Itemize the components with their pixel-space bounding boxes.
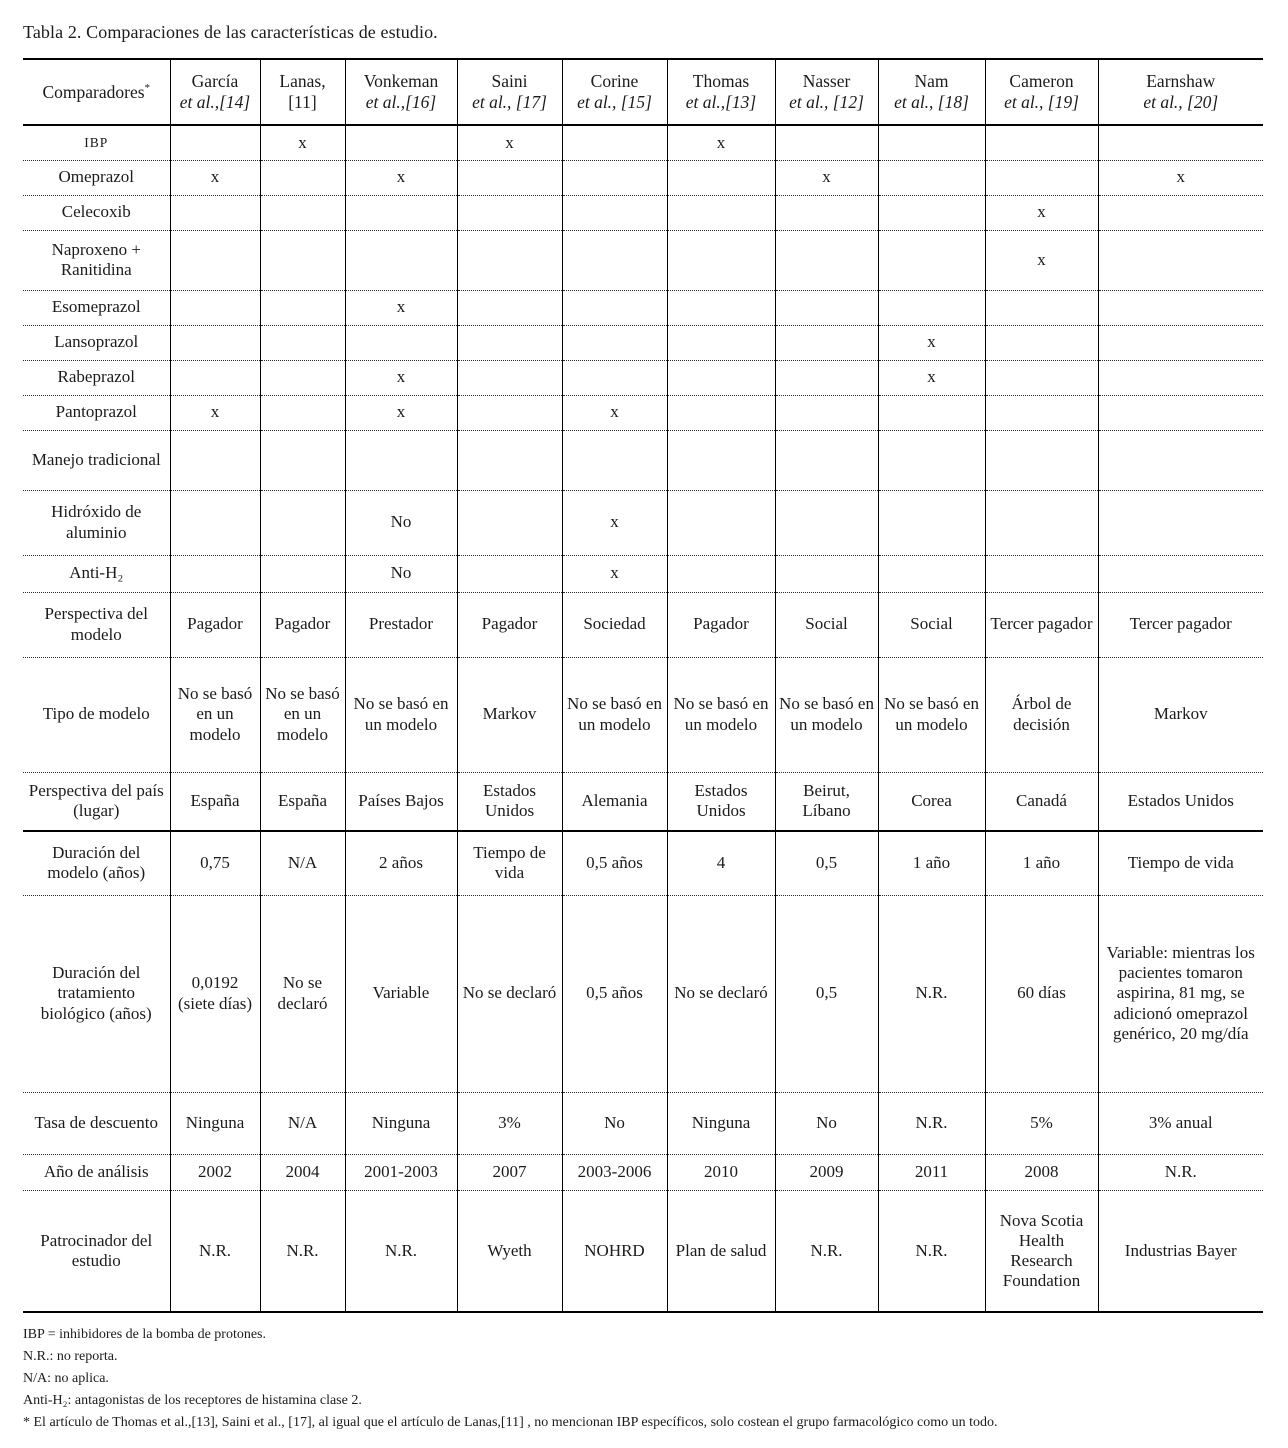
table-row	[23, 657, 1263, 772]
table-cell: Estados Unidos	[1098, 772, 1263, 831]
row-label: Rabeprazol	[23, 360, 170, 395]
table-cell	[260, 490, 345, 555]
table-cell	[985, 325, 1098, 360]
table-cell	[562, 325, 667, 360]
column-header: Saini et al., [17]	[457, 59, 562, 125]
comparison-table	[23, 58, 1263, 1313]
table-cell: No se basó en un modelo	[775, 657, 878, 772]
table-cell	[775, 325, 878, 360]
table-cell	[457, 325, 562, 360]
table-cell: x	[260, 125, 345, 160]
table-cell: 2010	[667, 1154, 775, 1190]
table-cell: No se basó en un modelo	[878, 657, 985, 772]
row-label: Duración del tratamiento biológico (años)	[23, 895, 170, 1092]
table-cell: x	[345, 290, 457, 325]
table-cell	[775, 555, 878, 592]
table-cell	[985, 430, 1098, 490]
table-cell: x	[985, 195, 1098, 230]
table-cell	[260, 290, 345, 325]
table-cell: No	[345, 490, 457, 555]
table-cell	[345, 195, 457, 230]
table-cell	[562, 160, 667, 195]
row-label: Anti-H₂	[23, 555, 170, 592]
table-cell	[985, 360, 1098, 395]
table-cell	[170, 325, 260, 360]
row-label: Perspectiva del modelo	[23, 592, 170, 657]
table-cell	[260, 160, 345, 195]
table-cell: Pagador	[170, 592, 260, 657]
table-cell	[260, 230, 345, 290]
table-cell: x	[170, 395, 260, 430]
table-cell	[878, 395, 985, 430]
table-cell	[667, 195, 775, 230]
table-cell	[170, 195, 260, 230]
table-cell	[775, 490, 878, 555]
table-cell	[345, 325, 457, 360]
table-cell: 0,5	[775, 895, 878, 1092]
table-cell: Beirut, Líbano	[775, 772, 878, 831]
table-cell: Pagador	[457, 592, 562, 657]
row-label: Patrocinador del estudio	[23, 1190, 170, 1312]
table-cell	[260, 430, 345, 490]
table-cell	[170, 290, 260, 325]
table-row	[23, 831, 1263, 895]
table-cell: 2 años	[345, 831, 457, 895]
table-cell: No se declaró	[457, 895, 562, 1092]
table-cell: x	[562, 490, 667, 555]
table-cell: Árbol de decisión	[985, 657, 1098, 772]
table-cell: x	[345, 395, 457, 430]
table-cell: x	[562, 395, 667, 430]
table-cell: Estados Unidos	[457, 772, 562, 831]
row-label: Año de análisis	[23, 1154, 170, 1190]
table-row	[23, 230, 1263, 290]
table-cell	[985, 290, 1098, 325]
row-label: Duración del modelo (años)	[23, 831, 170, 895]
table-cell: Ninguna	[667, 1092, 775, 1154]
footnote: Anti-H₂: antagonistas de los receptores de histamina clase 2.	[23, 1393, 362, 1408]
header-row	[23, 59, 1263, 125]
table-cell: Tiempo de vida	[457, 831, 562, 895]
table-cell	[878, 125, 985, 160]
table-cell: 4	[667, 831, 775, 895]
row-label: Naproxeno + Ranitidina	[23, 230, 170, 290]
table-cell: Variable: mientras los pacientes tomaron aspirina, 81 mg, se adicionó omeprazol genérico, 20 mg/día	[1098, 895, 1263, 1092]
column-header: Thomas et al.,[13]	[667, 59, 775, 125]
table-cell	[775, 395, 878, 430]
table-cell	[562, 195, 667, 230]
table-cell: 1 año	[878, 831, 985, 895]
table-cell	[457, 360, 562, 395]
table-cell: N.R.	[775, 1190, 878, 1312]
table-cell: No se declaró	[667, 895, 775, 1092]
table-cell	[667, 160, 775, 195]
table-cell: 0,0192 (siete días)	[170, 895, 260, 1092]
footnote: IBP = inhibidores de la bomba de protones.	[23, 1327, 267, 1342]
footnote: N/A: no aplica.	[23, 1371, 109, 1386]
table-cell	[345, 125, 457, 160]
table-cell: Canadá	[985, 772, 1098, 831]
table-cell	[170, 490, 260, 555]
table-cell: x	[775, 160, 878, 195]
table-cell: España	[170, 772, 260, 831]
table-cell	[562, 125, 667, 160]
table-cell	[457, 490, 562, 555]
table-cell: 0,5 años	[562, 895, 667, 1092]
table-cell	[457, 430, 562, 490]
table-cell: x	[457, 125, 562, 160]
table-cell: N/A	[260, 1092, 345, 1154]
table-cell	[878, 230, 985, 290]
table-cell	[457, 555, 562, 592]
table-cell: Markov	[457, 657, 562, 772]
table-cell: N.R.	[260, 1190, 345, 1312]
row-label: Pantoprazol	[23, 395, 170, 430]
table-cell: España	[260, 772, 345, 831]
table-cell: 0,5 años	[562, 831, 667, 895]
table-cell: No se basó en un modelo	[345, 657, 457, 772]
row-label: Tasa de descuento	[23, 1092, 170, 1154]
table-cell	[667, 555, 775, 592]
table-cell: Industrias Bayer	[1098, 1190, 1263, 1312]
table-cell	[170, 125, 260, 160]
column-header: García et al.,[14]	[170, 59, 260, 125]
table-cell	[1098, 125, 1263, 160]
table-cell: 5%	[985, 1092, 1098, 1154]
table-cell: 2008	[985, 1154, 1098, 1190]
table-row	[23, 395, 1263, 430]
table-cell: 2009	[775, 1154, 878, 1190]
table-cell	[878, 160, 985, 195]
table-cell: N.R.	[345, 1190, 457, 1312]
table-cell	[457, 195, 562, 230]
footnotes-block	[23, 1324, 1263, 1434]
table-cell	[775, 230, 878, 290]
table-cell	[457, 160, 562, 195]
table-cell: Tercer pagador	[1098, 592, 1263, 657]
table-cell	[985, 125, 1098, 160]
table-cell	[1098, 325, 1263, 360]
table-cell: Tiempo de vida	[1098, 831, 1263, 895]
table-cell	[260, 360, 345, 395]
table-cell	[667, 290, 775, 325]
table-cell: Markov	[1098, 657, 1263, 772]
table-cell: Plan de salud	[667, 1190, 775, 1312]
column-header: Lanas, [11]	[260, 59, 345, 125]
table-cell: No se basó en un modelo	[170, 657, 260, 772]
footnote: * El artículo de Thomas et al.,[13], Saini et al., [17], al igual que el artículo de Lanas,[11] , no mencionan IBP específicos, solo costean el grupo farmacológico como un todo.	[23, 1415, 998, 1430]
table-cell: x	[985, 230, 1098, 290]
table-cell	[562, 230, 667, 290]
table-cell: 0,75	[170, 831, 260, 895]
table-cell: Social	[775, 592, 878, 657]
table-cell: Países Bajos	[345, 772, 457, 831]
table-cell: 2003-2006	[562, 1154, 667, 1190]
table-cell: 2001-2003	[345, 1154, 457, 1190]
table-cell	[775, 360, 878, 395]
table-cell: Social	[878, 592, 985, 657]
table-cell: 3%	[457, 1092, 562, 1154]
table-cell	[667, 430, 775, 490]
table-cell: Pagador	[667, 592, 775, 657]
table-cell: x	[878, 325, 985, 360]
table-cell: Prestador	[345, 592, 457, 657]
table-cell	[878, 430, 985, 490]
row-label: Perspectiva del país (lugar)	[23, 772, 170, 831]
table-cell	[985, 395, 1098, 430]
column-header: Corine et al., [15]	[562, 59, 667, 125]
table-cell	[260, 555, 345, 592]
table-cell: 3% anual	[1098, 1092, 1263, 1154]
table-cell: N.R.	[878, 895, 985, 1092]
table-cell: 60 días	[985, 895, 1098, 1092]
table-cell	[260, 395, 345, 430]
table-cell: No se basó en un modelo	[562, 657, 667, 772]
table-cell: N.R.	[878, 1190, 985, 1312]
table-cell	[667, 230, 775, 290]
table-cell	[775, 430, 878, 490]
table-cell: 2002	[170, 1154, 260, 1190]
table-row	[23, 1190, 1263, 1312]
row-label: Omeprazol	[23, 160, 170, 195]
table-cell	[985, 490, 1098, 555]
table-title: Tabla 2. Comparaciones de las características de estudio.	[23, 22, 438, 42]
table-cell: x	[1098, 160, 1263, 195]
table-cell	[878, 195, 985, 230]
table-row	[23, 592, 1263, 657]
table-cell	[667, 395, 775, 430]
table-cell: No se basó en un modelo	[260, 657, 345, 772]
table-cell: Estados Unidos	[667, 772, 775, 831]
table-cell: Wyeth	[457, 1190, 562, 1312]
table-cell: No	[775, 1092, 878, 1154]
table-cell: N.R.	[878, 1092, 985, 1154]
row-label: Hidróxido de aluminio	[23, 490, 170, 555]
table-cell: Nova Scotia Health Research Foundation	[985, 1190, 1098, 1312]
table-cell: 2004	[260, 1154, 345, 1190]
table-cell	[1098, 490, 1263, 555]
table-cell	[457, 290, 562, 325]
table-cell	[170, 360, 260, 395]
table-cell	[775, 195, 878, 230]
table-row	[23, 490, 1263, 555]
table-cell	[878, 290, 985, 325]
table-cell: No	[562, 1092, 667, 1154]
table-row	[23, 895, 1263, 1092]
table-cell: x	[345, 160, 457, 195]
table-cell: No	[345, 555, 457, 592]
table-cell: x	[345, 360, 457, 395]
table-cell: x	[878, 360, 985, 395]
table-cell	[260, 325, 345, 360]
table-cell	[1098, 555, 1263, 592]
table-cell	[878, 490, 985, 555]
table-row	[23, 195, 1263, 230]
table-cell: 2011	[878, 1154, 985, 1190]
table-cell: Ninguna	[345, 1092, 457, 1154]
table-cell	[1098, 230, 1263, 290]
table-cell: x	[170, 160, 260, 195]
table-cell: N.R.	[1098, 1154, 1263, 1190]
table-cell	[1098, 360, 1263, 395]
table-cell	[260, 195, 345, 230]
table-cell	[457, 395, 562, 430]
table-row	[23, 125, 1263, 160]
row-label: Tipo de modelo	[23, 657, 170, 772]
table-cell	[562, 360, 667, 395]
table-cell	[562, 290, 667, 325]
table-row	[23, 325, 1263, 360]
row-label: Manejo tradicional	[23, 430, 170, 490]
row-label: IBP	[23, 125, 170, 160]
row-label: Celecoxib	[23, 195, 170, 230]
table-cell: Tercer pagador	[985, 592, 1098, 657]
table-cell	[562, 430, 667, 490]
column-header: Earnshaw et al., [20]	[1098, 59, 1263, 125]
table-cell	[457, 230, 562, 290]
table-row	[23, 1154, 1263, 1190]
footnote: N.R.: no reporta.	[23, 1349, 118, 1364]
table-cell: Corea	[878, 772, 985, 831]
table-cell: 1 año	[985, 831, 1098, 895]
table-cell: Sociedad	[562, 592, 667, 657]
table-cell	[667, 360, 775, 395]
table-cell: 0,5	[775, 831, 878, 895]
table-row	[23, 1092, 1263, 1154]
table-row	[23, 430, 1263, 490]
column-header: Cameron et al., [19]	[985, 59, 1098, 125]
table-cell: Variable	[345, 895, 457, 1092]
footnote-marker: *	[144, 81, 151, 94]
table-cell: No se basó en un modelo	[667, 657, 775, 772]
table-cell	[878, 555, 985, 592]
table-row	[23, 772, 1263, 831]
column-header: Vonkeman et al.,[16]	[345, 59, 457, 125]
row-label: Esomeprazol	[23, 290, 170, 325]
table-cell: Ninguna	[170, 1092, 260, 1154]
table-cell	[985, 160, 1098, 195]
table-cell	[345, 230, 457, 290]
table-cell: N/A	[260, 831, 345, 895]
table-row	[23, 360, 1263, 395]
row-label: Lansoprazol	[23, 325, 170, 360]
corner-header: Comparadores*	[23, 59, 170, 125]
table-cell: No se declaró	[260, 895, 345, 1092]
table-row	[23, 555, 1263, 592]
table-cell	[170, 555, 260, 592]
table-cell: NOHRD	[562, 1190, 667, 1312]
table-cell	[1098, 195, 1263, 230]
table-cell: Alemania	[562, 772, 667, 831]
table-cell	[1098, 395, 1263, 430]
table-cell: x	[562, 555, 667, 592]
table-cell	[775, 125, 878, 160]
table-cell: 2007	[457, 1154, 562, 1190]
table-cell	[170, 230, 260, 290]
table-cell	[985, 555, 1098, 592]
table-cell	[170, 430, 260, 490]
table-cell	[1098, 290, 1263, 325]
table-row	[23, 290, 1263, 325]
table-cell: N.R.	[170, 1190, 260, 1312]
table-cell	[1098, 430, 1263, 490]
table-cell	[775, 290, 878, 325]
table-row	[23, 160, 1263, 195]
column-header: Nasser et al., [12]	[775, 59, 878, 125]
table-cell: x	[667, 125, 775, 160]
column-header: Nam et al., [18]	[878, 59, 985, 125]
table-cell	[345, 430, 457, 490]
table-cell	[667, 325, 775, 360]
table-cell: Pagador	[260, 592, 345, 657]
table-cell	[667, 490, 775, 555]
